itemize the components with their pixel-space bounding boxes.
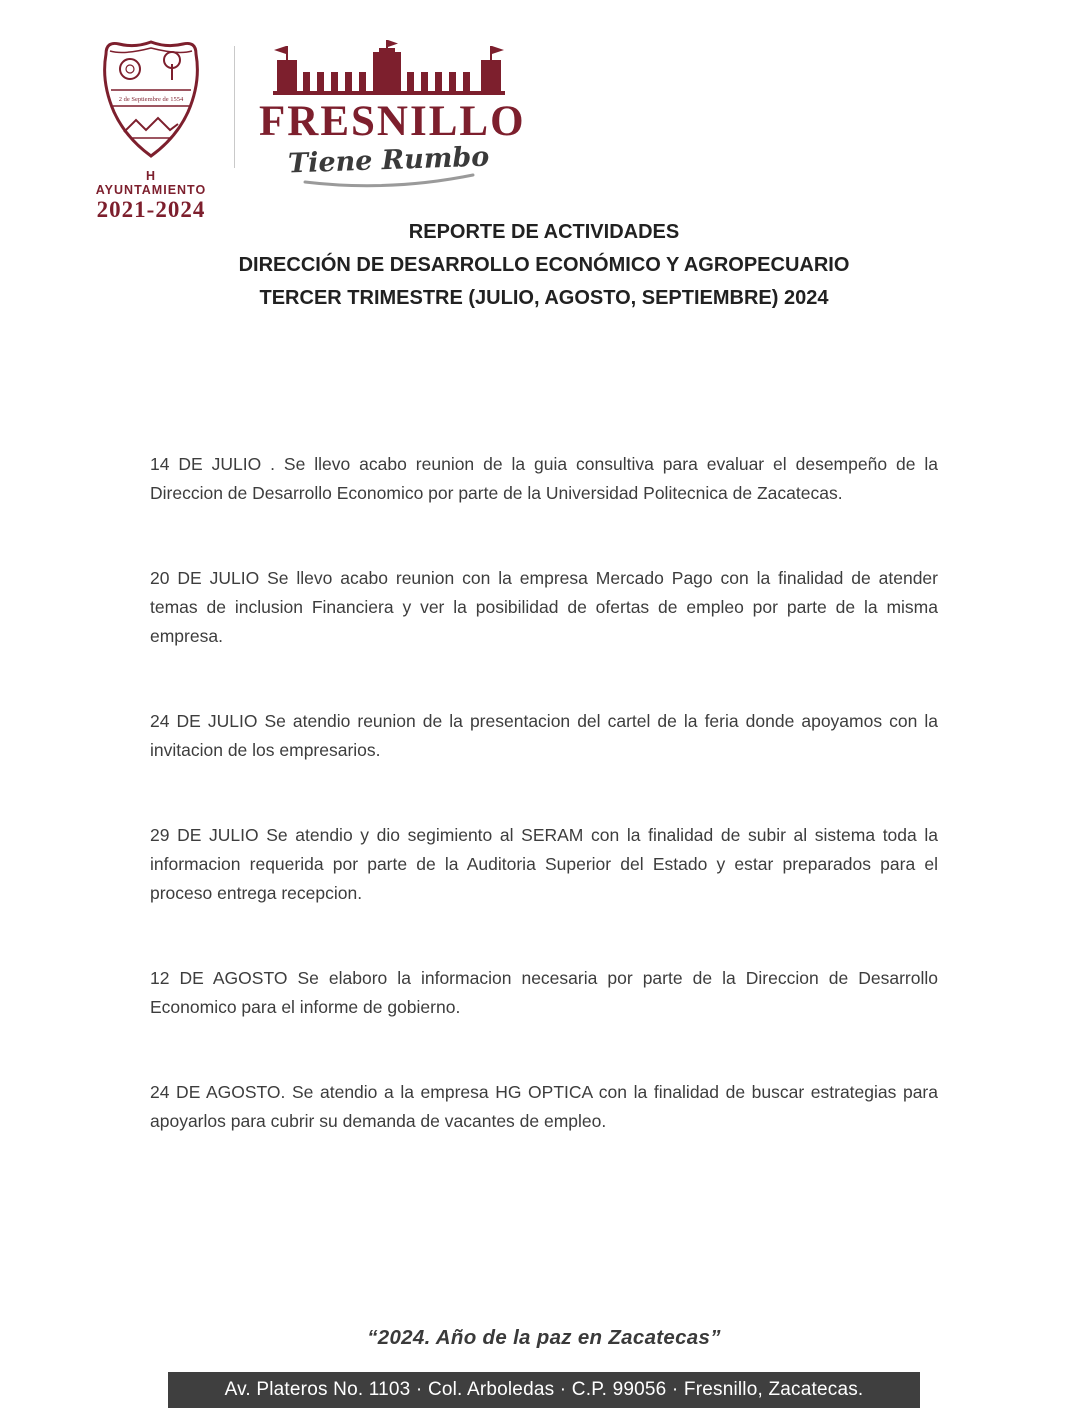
address-bar: Av. Plateros No. 1103 · Col. Arboledas · C.P. 99056 · Fresnillo, Zacatecas. — [168, 1372, 920, 1408]
report-body — [150, 450, 938, 1192]
activity-paragraph-14-julio: 14 DE JULIO . Se llevo acabo reunion de la guia consultiva para evaluar el desempeño de la Direccion de Desarrollo Economico por parte de la Universidad Politecnica de Zacatecas. — [150, 454, 938, 503]
fresnillo-wordmark: FRESNILLO — [259, 98, 526, 145]
crest-shield-icon — [95, 34, 207, 162]
crest-banner-text: 2 de Septiembre de 1554 — [118, 96, 184, 103]
municipal-crest-logo — [92, 34, 210, 223]
building-silhouette-icon — [269, 36, 509, 98]
activity-paragraph-24-agosto: 24 DE AGOSTO. Se atendio a la empresa HG OPTICA con la finalidad de buscar estrategias para apoyarlos para cubrir su demanda de vacantes de empleo. — [150, 1082, 938, 1131]
title-line-2: DIRECCIÓN DE DESARROLLO ECONÓMICO Y AGROPECUARIO — [238, 254, 850, 276]
activity-paragraph-29-julio: 29 DE JULIO Se atendio y dio segimiento al SERAM con la finalidad de subir al sistema toda la informacion requerida por parte de la Auditoria Superior del Estado y estar preparados para el proceso entrega recepcion. — [150, 825, 938, 903]
title-line-1: REPORTE DE ACTIVIDADES — [408, 221, 680, 243]
activity-paragraph-24-julio: 24 DE JULIO Se atendio reunion de la presentacion del cartel de la feria donde apoyamos con la invitacion de los empresarios. — [150, 711, 938, 760]
document-header — [92, 34, 526, 223]
header-divider — [234, 46, 235, 168]
activity-paragraph-12-agosto: 12 DE AGOSTO Se elaboro la informacion necesaria por parte de la Direccion de Desarrollo Economico para el informe de gobierno. — [150, 968, 938, 1017]
fresnillo-tagline: Tiene Rumbo — [287, 141, 491, 180]
title-line-3: TERCER TRIMESTRE (JULIO, AGOSTO, SEPTIEMBRE) 2024 — [259, 287, 829, 309]
report-title — [0, 216, 1088, 315]
fresnillo-logo — [259, 34, 526, 188]
crest-years: 2021-2024 — [96, 197, 206, 222]
year-slogan: “2024. Año de la paz en Zacatecas” — [367, 1326, 721, 1349]
activity-paragraph-20-julio: 20 DE JULIO Se llevo acabo reunion con la empresa Mercado Pago con la finalidad de atender temas de inclusion Financiera y ver la posibilidad de ofertas de empleo por parte de la misma empresa. — [150, 568, 938, 646]
crest-caption: H AYUNTAMIENTO — [95, 169, 207, 197]
